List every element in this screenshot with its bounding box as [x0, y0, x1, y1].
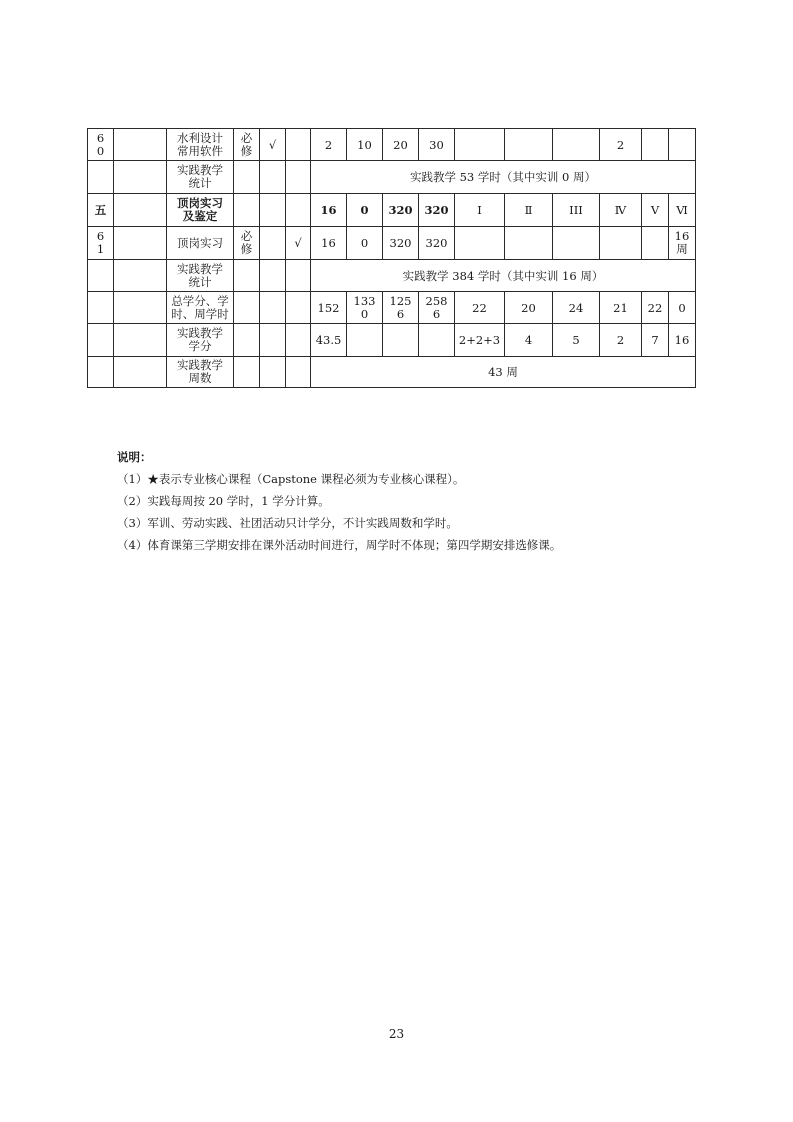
semester-cell: 22 — [455, 292, 505, 324]
semester-cell: 22 — [642, 292, 669, 324]
theory-hours-cell: 10 — [347, 129, 383, 161]
code-cell — [114, 227, 167, 260]
semester-cell: 16 — [669, 324, 696, 357]
notes-section — [117, 446, 561, 556]
table-row — [88, 129, 696, 161]
check-cell: √ — [260, 129, 286, 161]
semester-header-cell: Ⅵ — [669, 194, 696, 227]
table-row — [88, 357, 696, 388]
semester-header-cell: Ⅳ — [600, 194, 642, 227]
practice-hours-cell: 320 — [383, 227, 419, 260]
empty-cell — [286, 260, 311, 292]
empty-cell — [347, 324, 383, 357]
practice-summary-cell: 实践教学 53 学时（其中实训 0 周） — [311, 161, 696, 194]
note-item: （4）体育课第三学期安排在课外活动时间进行，周学时不体现；第四学期安排选修课。 — [117, 538, 562, 552]
course-name-cell: 实践教学 周数 — [167, 357, 234, 388]
practice-hours-cell: 320 — [383, 194, 419, 227]
empty-cell — [286, 324, 311, 357]
course-name-cell: 水利设计 常用软件 — [167, 129, 234, 161]
seq-cell: 6 0 — [88, 129, 114, 161]
practice-weeks-summary-cell: 43 周 — [311, 357, 696, 388]
course-name-cell: 顶岗实习 及鉴定 — [167, 194, 234, 227]
empty-cell — [234, 161, 260, 194]
course-name-cell: 实践教学 统计 — [167, 161, 234, 194]
empty-cell — [260, 324, 286, 357]
table-row — [88, 227, 696, 260]
course-name-cell: 总学分、学 时、周学时 — [167, 292, 234, 324]
total-hours-cell: 30 — [419, 129, 455, 161]
empty-cell — [88, 292, 114, 324]
section-number-cell: 五 — [88, 194, 114, 227]
theory-hours-cell: 133 0 — [347, 292, 383, 324]
empty-cell — [260, 260, 286, 292]
table-row — [88, 161, 696, 194]
semester-cell — [455, 227, 505, 260]
theory-hours-cell: 0 — [347, 227, 383, 260]
theory-hours-cell: 0 — [347, 194, 383, 227]
table-row — [88, 324, 696, 357]
course-name-cell: 顶岗实习 — [167, 227, 234, 260]
empty-cell — [260, 161, 286, 194]
semester-cell — [505, 129, 553, 161]
practice-summary-cell: 实践教学 384 学时（其中实训 16 周） — [311, 260, 696, 292]
semester-header-cell: Ⅱ — [505, 194, 553, 227]
empty-cell — [114, 260, 167, 292]
empty-cell — [114, 161, 167, 194]
check-cell: √ — [286, 227, 311, 260]
semester-cell: 21 — [600, 292, 642, 324]
course-name-cell: 实践教学 统计 — [167, 260, 234, 292]
practice-hours-cell: 125 6 — [383, 292, 419, 324]
nature-cell: 必 修 — [234, 129, 260, 161]
empty-cell — [234, 260, 260, 292]
semester-header-cell: III — [553, 194, 600, 227]
empty-cell — [286, 194, 311, 227]
semester-cell: 4 — [505, 324, 553, 357]
empty-cell — [88, 161, 114, 194]
semester-cell — [505, 227, 553, 260]
empty-cell — [286, 357, 311, 388]
empty-cell — [260, 292, 286, 324]
total-hours-cell: 320 — [419, 227, 455, 260]
credit-cell: 16 — [311, 194, 347, 227]
practice-hours-cell: 20 — [383, 129, 419, 161]
semester-cell: 2 — [600, 129, 642, 161]
semester-cell: 16 周 — [669, 227, 696, 260]
credit-cell: 152 — [311, 292, 347, 324]
empty-cell — [383, 324, 419, 357]
check-cell — [286, 129, 311, 161]
empty-cell — [286, 292, 311, 324]
empty-cell — [260, 194, 286, 227]
credit-cell: 16 — [311, 227, 347, 260]
semester-cell: 2 — [600, 324, 642, 357]
table-row — [88, 260, 696, 292]
course-plan-table — [87, 128, 696, 388]
empty-cell — [114, 194, 167, 227]
empty-cell — [114, 357, 167, 388]
note-item: （1）★表示专业核心课程（Capstone 课程必须为专业核心课程）。 — [117, 472, 465, 486]
semester-cell: 5 — [553, 324, 600, 357]
credit-cell: 43.5 — [311, 324, 347, 357]
seq-cell: 6 1 — [88, 227, 114, 260]
empty-cell — [114, 324, 167, 357]
empty-cell — [419, 324, 455, 357]
empty-cell — [88, 357, 114, 388]
total-hours-cell: 320 — [419, 194, 455, 227]
nature-cell: 必 修 — [234, 227, 260, 260]
semester-cell — [669, 129, 696, 161]
empty-cell — [234, 357, 260, 388]
empty-cell — [286, 161, 311, 194]
semester-cell — [455, 129, 505, 161]
page-number: 23 — [388, 1027, 405, 1041]
semester-cell — [600, 227, 642, 260]
credit-cell: 2 — [311, 129, 347, 161]
semester-cell — [642, 129, 669, 161]
semester-cell — [553, 129, 600, 161]
empty-cell — [234, 194, 260, 227]
empty-cell — [234, 324, 260, 357]
semester-cell — [642, 227, 669, 260]
note-item: （3）军训、劳动实践、社团活动只计学分，不计实践周数和学时。 — [117, 516, 458, 530]
semester-header-cell: Ⅰ — [455, 194, 505, 227]
empty-cell — [114, 292, 167, 324]
code-cell — [114, 129, 167, 161]
semester-cell: 2+2+3 — [455, 324, 505, 357]
semester-cell: 7 — [642, 324, 669, 357]
semester-header-cell: Ⅴ — [642, 194, 669, 227]
semester-cell — [553, 227, 600, 260]
course-name-cell: 实践教学 学分 — [167, 324, 234, 357]
check-cell — [260, 227, 286, 260]
empty-cell — [260, 357, 286, 388]
note-item: （2）实践每周按 20 学时，1 学分计算。 — [117, 494, 330, 508]
semester-cell: 20 — [505, 292, 553, 324]
table-row — [88, 292, 696, 324]
empty-cell — [88, 260, 114, 292]
empty-cell — [88, 324, 114, 357]
semester-cell: 24 — [553, 292, 600, 324]
semester-cell: 0 — [669, 292, 696, 324]
table-row — [88, 194, 696, 227]
empty-cell — [234, 292, 260, 324]
total-hours-cell: 258 6 — [419, 292, 455, 324]
notes-title: 说明： — [117, 450, 152, 464]
